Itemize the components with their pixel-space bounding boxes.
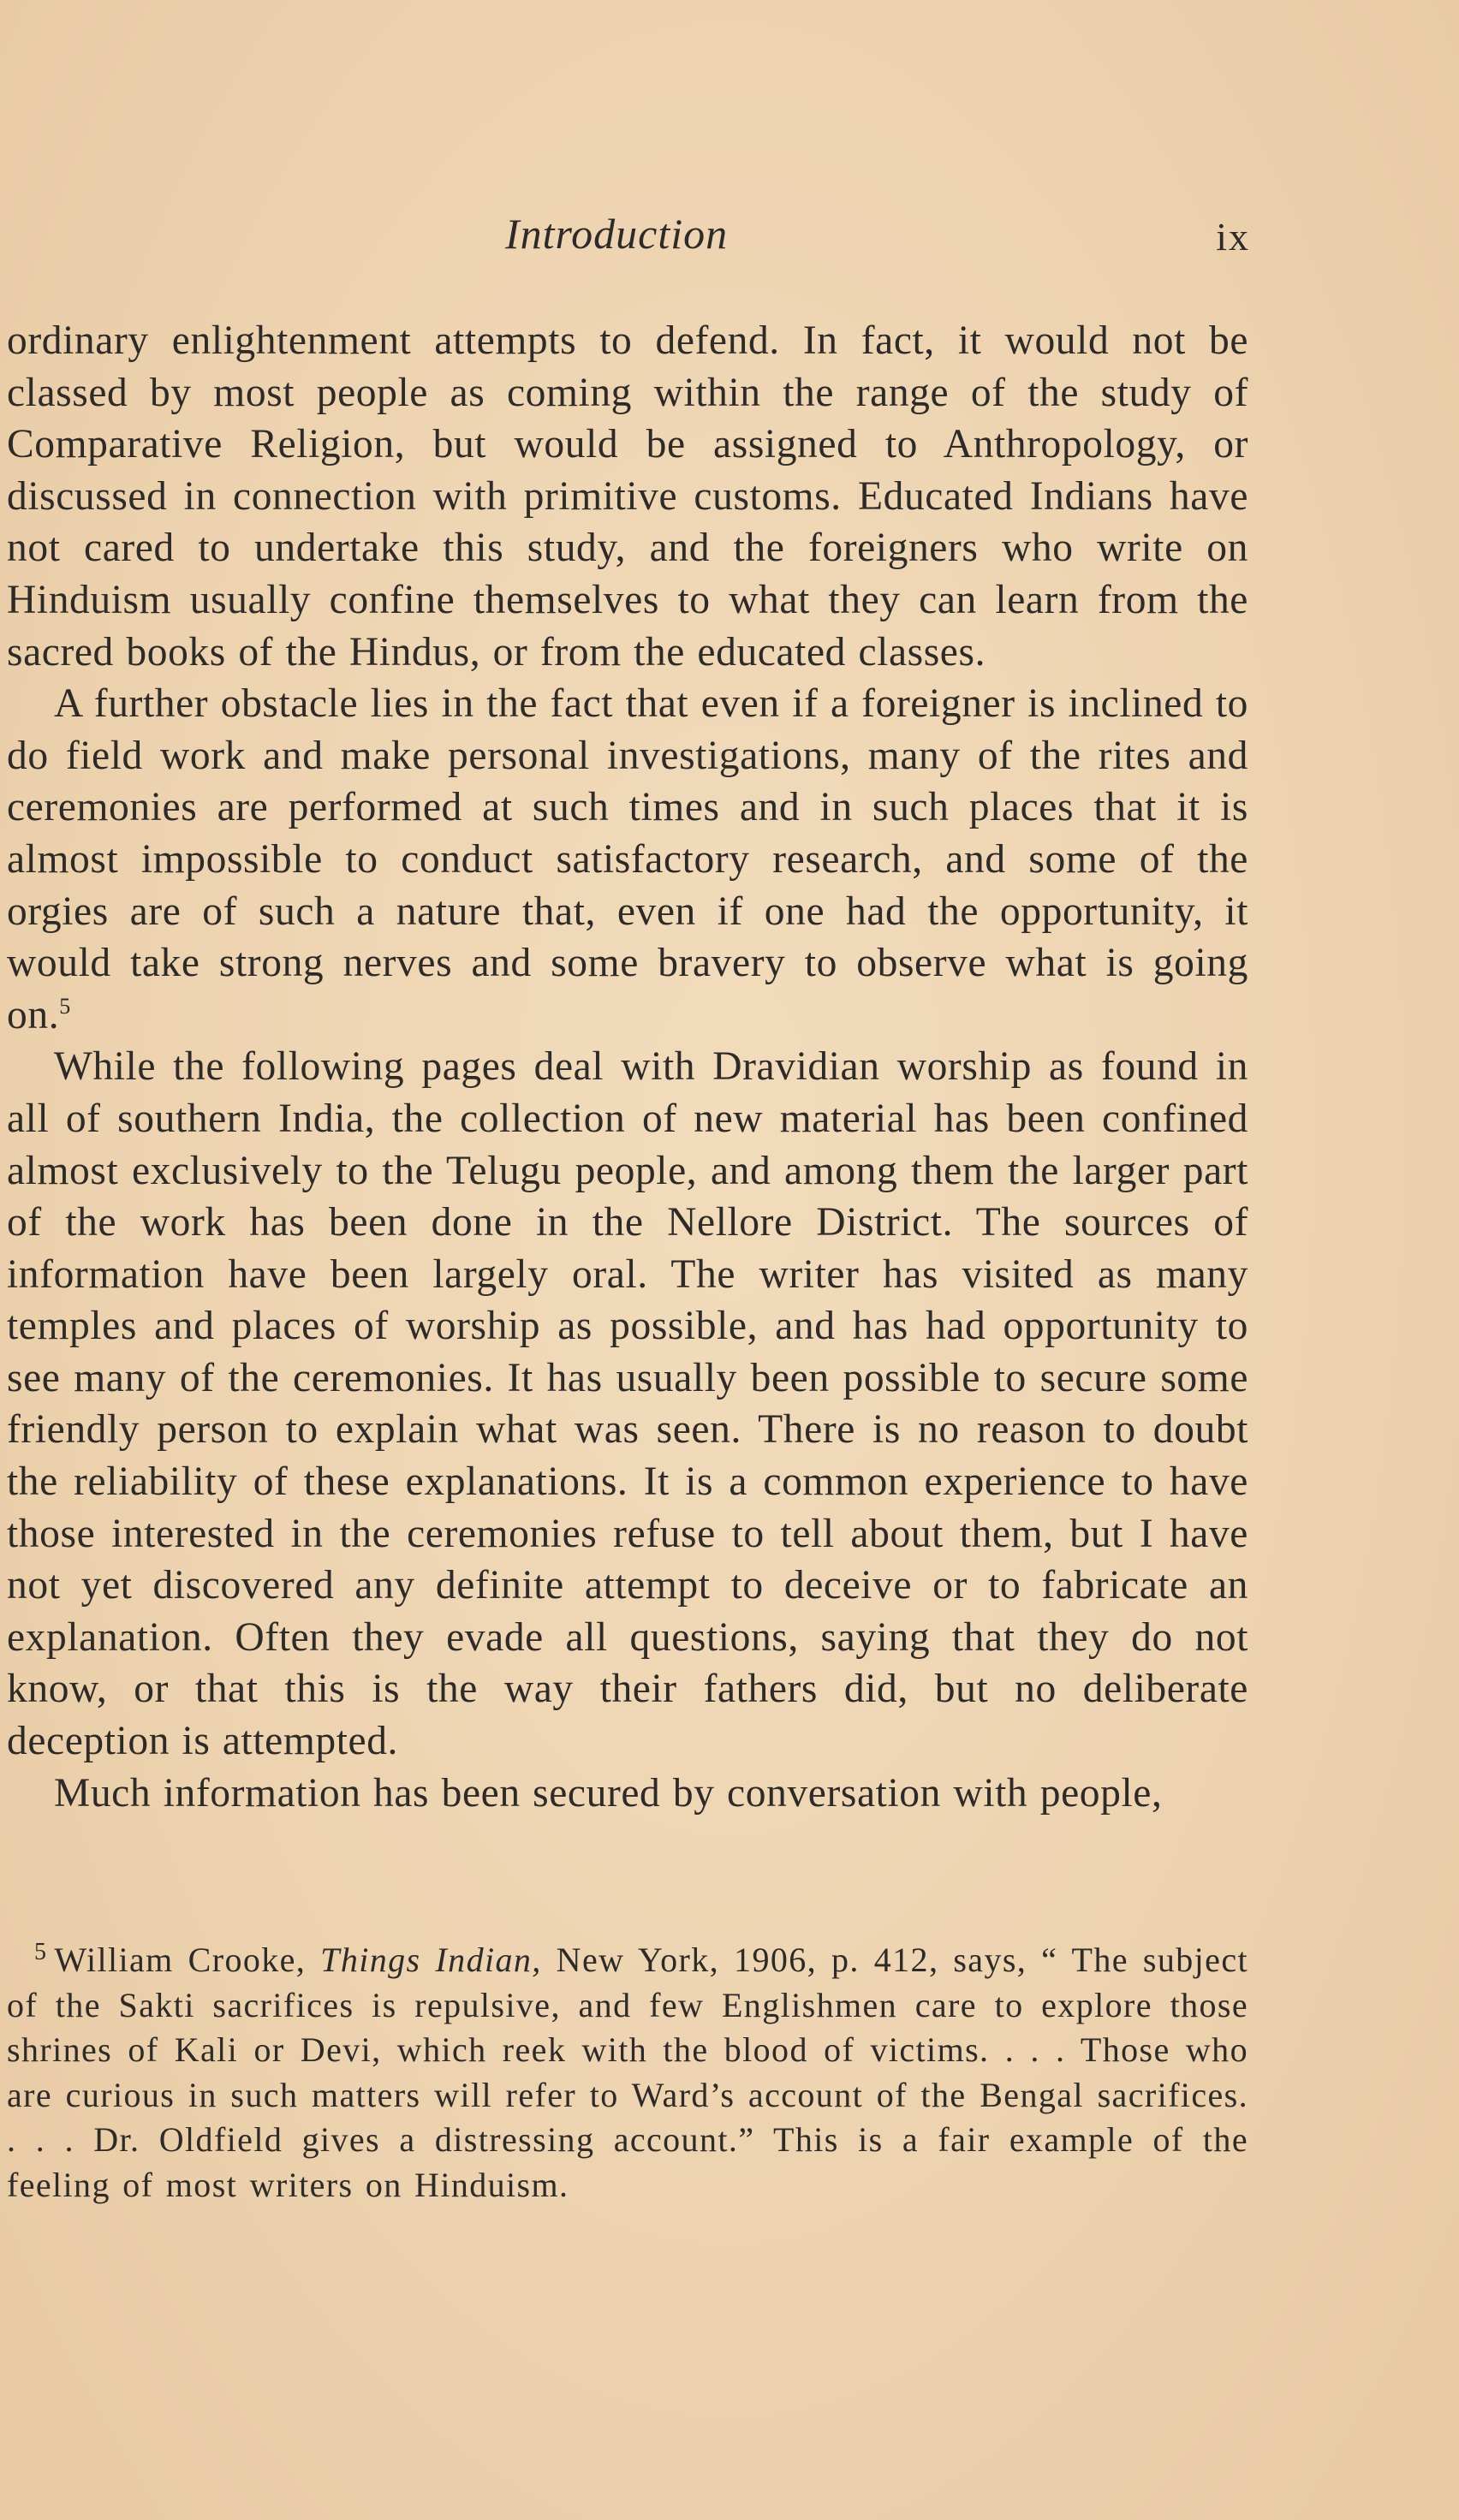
running-title: Introduction — [505, 210, 729, 258]
footnote-work-title: Things Indian, — [320, 1941, 542, 1979]
footnote-author: William Crooke, — [54, 1941, 307, 1979]
footnote-number: 5 — [34, 1938, 48, 1965]
paragraph-2 — [7, 678, 1248, 1041]
page-number: ix — [1216, 215, 1250, 259]
footnote-text: New York, 1906, p. 412, says, “ The subject of the Sakti sacrifices is repulsive, and few Englishmen care to explore those shrines of Kali or Devi, which reek with the blood of victims. . . . Those who are curious in such matters will refer to Ward’s account of the Bengal sacrifices. . . . Dr. Oldfield gives a distressing account.” This is a fair example of the feeling of most writers on Hinduism. — [7, 1941, 1249, 2204]
paragraph-3 — [7, 1041, 1248, 1767]
body-text — [7, 315, 1248, 1819]
paragraph-1-text: ordinary enlightenment attempts to defend. In fact, it would not be classed by most people as coming within the range of the study of Comparative Religion, but would be assigned to Anthropology, or discussed in connection with primitive customs. Educated Indians have not cared to undertake this study, and the foreigners who write on Hinduism usually confine themselves to what they can learn from the sacred books of the Hindus, or from the educated classes. — [7, 318, 1248, 675]
footnote-5 — [7, 1938, 1248, 2208]
paragraph-4-text: Much information has been secured by conversation with people, — [54, 1770, 1163, 1816]
paragraph-1 — [7, 315, 1248, 678]
paragraph-3-text: While the following pages deal with Dravidian worship as found in all of southern India, the collection of new material has been confined almost exclusively to the Telugu people, and among them the larger part of the work has been done in the Nellore District. The sources of information have been largely oral. The writer has visited as many temples and places of worship as possible, and has had opportunity to see many of the ceremonies. It has usually been possible to secure some friendly person to explain what was seen. There is no reason to doubt the reliability of these explanations. It is a common experience to have those interested in the ceremonies refuse to tell about them, but I have not yet discovered any definite attempt to deceive or to fabricate an explanation. Often they evade all questions, saying that they do not know, or that this is the way their fathers did, but no deliberate deception is attempted. — [7, 1044, 1248, 1764]
footnote-reference: 5 — [59, 993, 71, 1019]
running-head — [0, 209, 1250, 269]
paragraph-2-text: A further obstacle lies in the fact that even if a foreigner is inclined to do field work and make personal investigations, many of the rites and ceremonies are performed at such times and in such places that it is almost impossible to conduct satisfactory research, and some of the orgies are of such a nature that, even if one had the opportunity, it would take strong nerves and some bravery to observe what is going on. — [7, 681, 1248, 1037]
paragraph-4 — [7, 1768, 1248, 1820]
footnotes — [7, 1938, 1248, 2208]
